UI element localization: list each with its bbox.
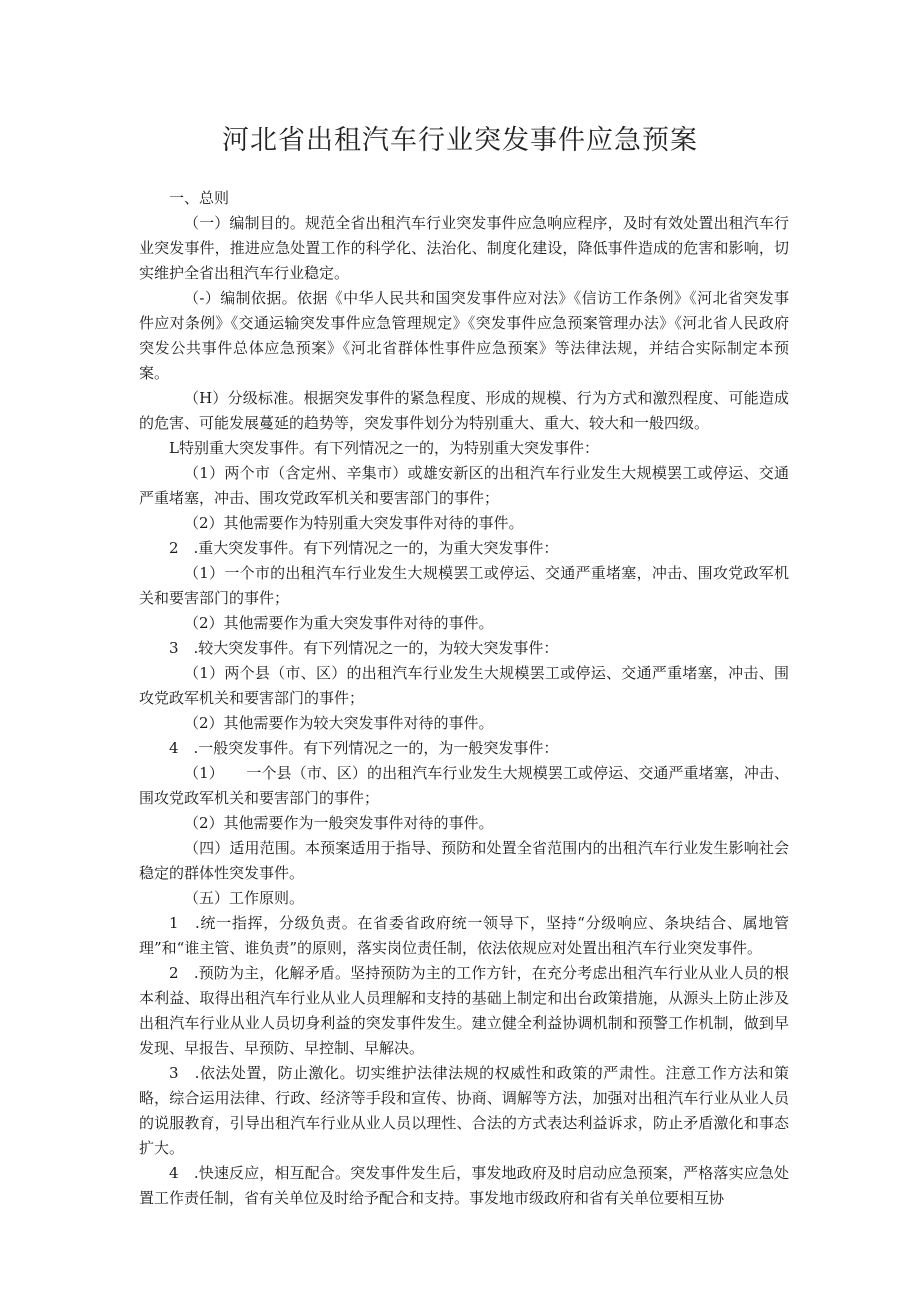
paragraph: （H）分级标准。根据突发事件的紧急程度、形成的规模、行为方式和激烈程度、可能造成的危害、可能发展蔓延的趋势等，突发事件划分为特别重大、重大、较大和一般四级。 [139, 389, 789, 432]
paragraph: （-）编制依据。依据《中华人民共和国突发事件应对法》《信访工作条例》《河北省突发事件应对条例》《交通运输突发事件应急管理规定》《突发事件应急预案管理办法》《河北省人民政府突发公共事件总体应急预案》《河北省群体性事件应急预案》等法律法规，并结合实际制定本预案。 [139, 289, 789, 382]
paragraph: （2）其他需要作为一般突发事件对待的事件。 [184, 814, 494, 832]
document-title: 河北省出租汽车行业突发事件应急预案 [222, 125, 698, 156]
paragraph: （1） 一个县（市、区）的出租汽车行业发生大规模罢工或停运、交通严重堵塞，冲击、围攻党政军机关和要害部门的事件； [139, 764, 789, 807]
paragraph: （四）适用范围。本预案适用于指导、预防和处置全省范围内的出租汽车行业发生影响社会稳定的群体性突发事件。 [139, 839, 789, 882]
paragraph: 2 .预防为主，化解矛盾。坚持预防为主的工作方针，在充分考虑出租汽车行业从业人员的根本利益、取得出租汽车行业从业人员理解和支持的基础上制定和出台政策措施，从源头上防止涉及出租汽车行业从业人员切身利益的突发事件发生。建立健全利益协调机制和预警工作机制，做到早发现、早报告、早预防、早控制、早解决。 [139, 964, 789, 1057]
paragraph: 一、总则 [169, 189, 230, 207]
paragraph: 3 .依法处置，防止激化。切实维护法律法规的权威性和政策的严肃性。注意工作方法和策略，综合运用法律、行政、经济等手段和宣传、协商、调解等方法，加强对出租汽车行业从业人员的说服教育，引导出租汽车行业从业人员以理性、合法的方式表达利益诉求，防止矛盾激化和事态扩大。 [139, 1064, 789, 1157]
paragraph: （1）两个县（市、区）的出租汽车行业发生大规模罢工或停运、交通严重堵塞，冲击、围攻党政军机关和要害部门的事件； [139, 664, 789, 707]
paragraph: 4 .快速反应，相互配合。突发事件发生后，事发地政府及时启动应急预案，严格落实应急处置工作责任制，省有关单位及时给予配合和支持。事发地市级政府和省有关单位要相互协 [139, 1164, 789, 1207]
paragraph: （五）工作原则。 [184, 889, 305, 907]
paragraph: 3 .较大突发事件。有下列情况之一的，为较大突发事件： [169, 639, 559, 657]
document-body [139, 186, 789, 1211]
paragraph: 1 .统一指挥，分级负责。在省委省政府统一领导下，坚持“分级响应、条块结合、属地管理”和“谁主管、谁负责”的原则，落实岗位责任制，依法依规应对处置出租汽车行业突发事件。 [139, 914, 789, 957]
paragraph: （1）一个市的出租汽车行业发生大规模罢工或停运、交通严重堵塞，冲击、围攻党政军机关和要害部门的事件； [139, 564, 789, 607]
paragraph: 2 .重大突发事件。有下列情况之一的，为重大突发事件： [169, 539, 559, 557]
paragraph: L特别重大突发事件。有下列情况之一的，为特别重大突发事件： [169, 439, 599, 457]
paragraph: 4 .一般突发事件。有下列情况之一的，为一般突发事件： [169, 739, 559, 757]
paragraph: （2）其他需要作为特别重大突发事件对待的事件。 [184, 514, 524, 532]
paragraph: （1）两个市（含定州、辛集市）或雄安新区的出租汽车行业发生大规模罢工或停运、交通严重堵塞，冲击、围攻党政军机关和要害部门的事件； [139, 464, 789, 507]
paragraph: （2）其他需要作为重大突发事件对待的事件。 [184, 614, 494, 632]
paragraph: （2）其他需要作为较大突发事件对待的事件。 [184, 714, 494, 732]
paragraph: （一）编制目的。规范全省出租汽车行业突发事件应急响应程序，及时有效处置出租汽车行业突发事件，推进应急处置工作的科学化、法治化、制度化建设，降低事件造成的危害和影响，切实维护全省出租汽车行业稳定。 [139, 214, 789, 282]
